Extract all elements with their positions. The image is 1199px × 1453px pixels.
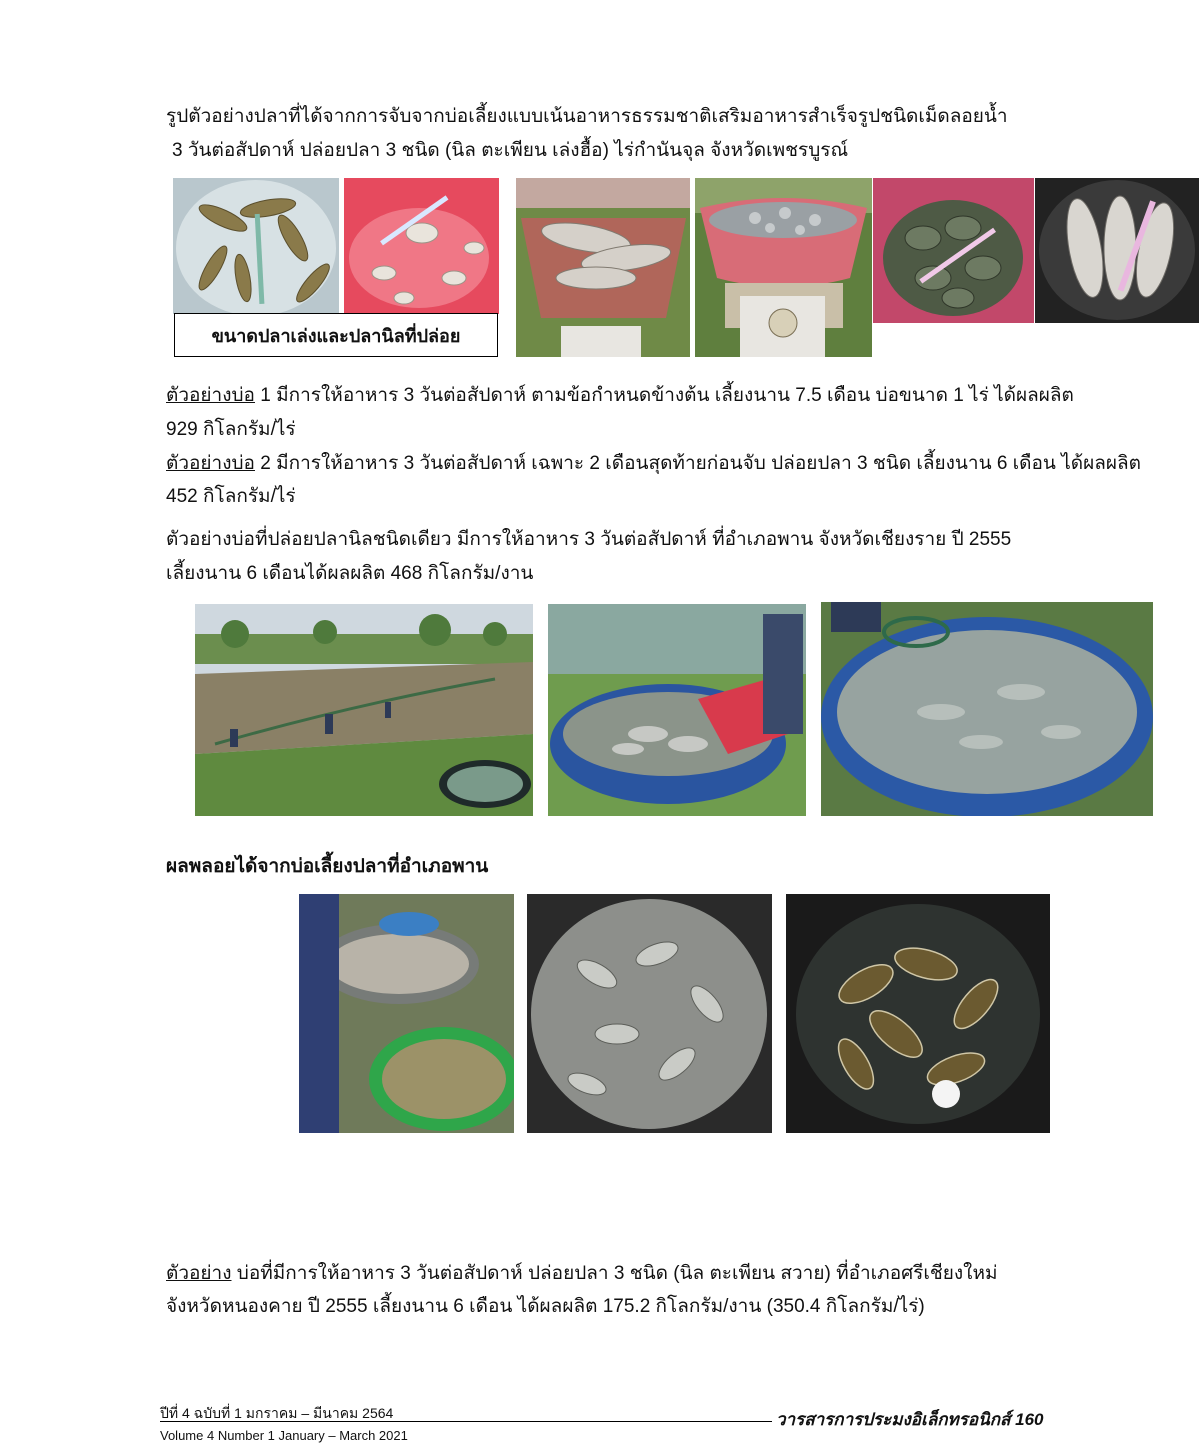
footer-journal-name: วารสารการประมงอิเล็กทรอนิกส์ <box>776 1410 1011 1429</box>
heading-line-2: 3 วันต่อสัปดาห์ ปล่อยปลา 3 ชนิด (นิล ตะเพียน เล่งฮื้อ) ไร่กำนันจุล จังหวัดเพชรบูรณ์ <box>172 140 849 161</box>
photo-tilapia-pink-basin <box>873 178 1034 323</box>
pond1-text: 1 มีการให้อาหาร 3 วันต่อสัปดาห์ ตามข้อกำหนดข้างต้น เลี้ยงนาน 7.5 เดือน บ่อขนาด 1 ไร่ ได้ผลผลิต <box>254 385 1074 406</box>
photo-fish-in-basin <box>173 178 339 314</box>
pond2-label: ตัวอย่างบ่อ <box>166 453 255 474</box>
photo-shrimp-sorting <box>299 894 514 1133</box>
example3-line-1 <box>166 1257 998 1291</box>
photo-fish-basket <box>516 178 690 357</box>
example3-line-2: จังหวัดหนองคาย ปี 2555 เลี้ยงนาน 6 เดือน ได้ผลผลิต 175.2 กิโลกรัม/งาน (350.4 กิโลกรัม/ไร่) <box>166 1296 925 1317</box>
pond2-line-1 <box>166 447 1141 481</box>
example3-label: ตัวอย่าง <box>166 1263 232 1284</box>
pond1-label: ตัวอย่างบ่อ <box>166 385 255 406</box>
photo-pond-netting <box>195 604 533 816</box>
footer-issue-th: ปีที่ 4 ฉบับที่ 1 มกราคม – มีนาคม 2564 <box>160 1405 394 1421</box>
photo-caption: ขนาดปลาเล่งและปลานิลที่ปล่อย <box>174 313 498 357</box>
single-species-line-2: เลี้ยงนาน 6 เดือนได้ผลผลิต 468 กิโลกรัม/งาน <box>166 563 534 584</box>
photo-basket-into-tank <box>548 604 806 816</box>
photo-fish-pink-basin-scale <box>695 178 872 357</box>
photo-mussels-bucket <box>786 894 1050 1133</box>
footer-issue-en: Volume 4 Number 1 January – March 2021 <box>160 1428 408 1443</box>
pond2-text: 2 มีการให้อาหาร 3 วันต่อสัปดาห์ เฉพาะ 2 เดือนสุดท้ายก่อนจับ ปล่อยปลา 3 ชนิด เลี้ยงนาน 6 เดือน ได้ผลผลิต <box>254 453 1141 474</box>
footer-journal <box>776 1406 1043 1433</box>
footer-page-number: 160 <box>1015 1410 1044 1429</box>
byproduct-heading: ผลพลอยได้จากบ่อเลี้ยงปลาที่อำเภอพาน <box>166 856 489 877</box>
pond1-line-1 <box>166 379 1074 413</box>
single-species-line-1: ตัวอย่างบ่อที่ปล่อยปลานิลชนิดเดียว มีการให้อาหาร 3 วันต่อสัปดาห์ ที่อำเภอพาน จังหวัดเชียงราย ปี 2555 <box>166 529 1012 550</box>
photo-fish-in-tank <box>821 602 1153 816</box>
pond1-line-2: 929 กิโลกรัม/ไร่ <box>166 419 296 440</box>
heading-line-1: รูปตัวอย่างปลาที่ได้จากการจับจากบ่อเลี้ยงแบบเน้นอาหารธรรมชาติเสริมอาหารสำเร็จรูปชนิดเม็ดลอยน้ำ <box>166 106 1008 127</box>
photo-small-fish-bucket <box>527 894 772 1133</box>
photo-fish-black-bucket <box>1035 178 1199 323</box>
footer-divider <box>160 1421 772 1422</box>
pond2-line-2: 452 กิโลกรัม/ไร่ <box>166 486 296 507</box>
photo-fish-red-basin <box>344 178 499 314</box>
example3-text: บ่อที่มีการให้อาหาร 3 วันต่อสัปดาห์ ปล่อยปลา 3 ชนิด (นิล ตะเพียน สวาย) ที่อำเภอศรีเชียงใหม่ <box>231 1263 998 1284</box>
